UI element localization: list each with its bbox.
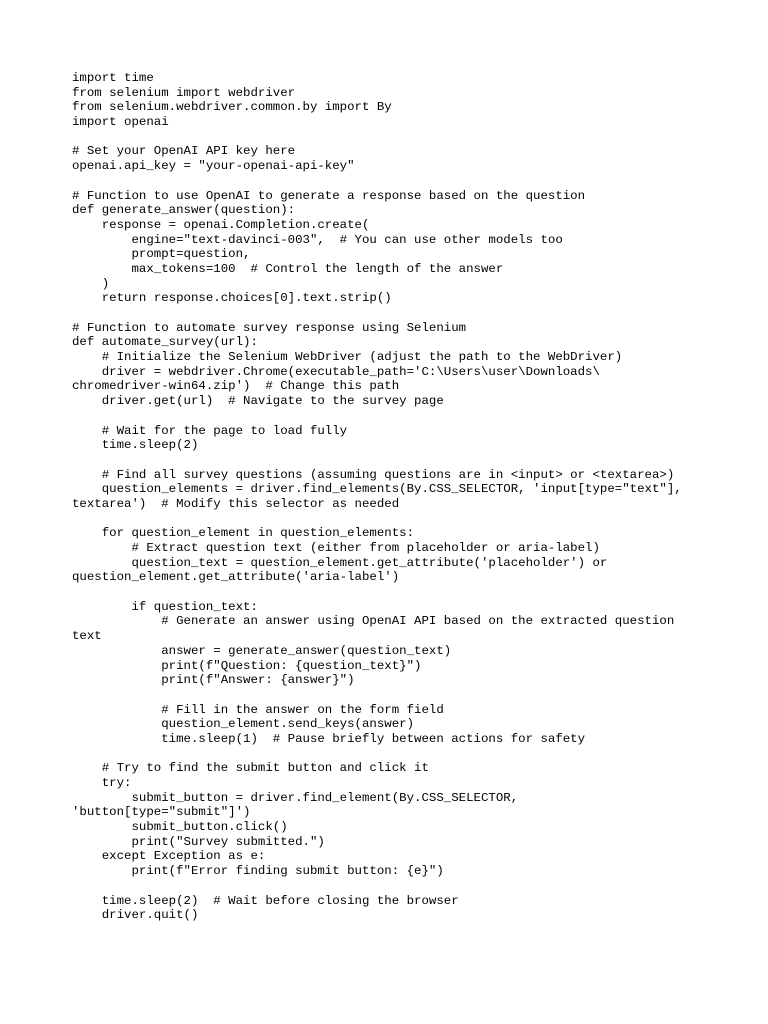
- code-line: # Function to use OpenAI to generate a response based on the question: [72, 188, 586, 203]
- code-line: question_element.get_attribute('aria-label'): [72, 570, 400, 585]
- code-line: for question_element in question_elements:: [72, 526, 415, 541]
- code-line: [72, 453, 762, 468]
- code-line: if question_text:: [72, 599, 258, 614]
- code-line: # Initialize the Selenium WebDriver (adjust the path to the WebDriver): [72, 350, 623, 365]
- code-line: submit_button = driver.find_element(By.CSS_SELECTOR,: [72, 790, 519, 805]
- code-line: [72, 306, 762, 321]
- code-line: driver.quit(): [72, 908, 199, 923]
- code-line: def automate_survey(url):: [72, 335, 258, 350]
- code-line: import openai: [72, 115, 169, 130]
- code-line: engine="text-davinci-003", # You can use other models too: [72, 232, 563, 247]
- code-line: print(f"Error finding submit button: {e}"): [72, 864, 444, 879]
- code-line: [72, 130, 762, 145]
- code-line: # Set your OpenAI API key here: [72, 144, 296, 159]
- code-line: [72, 688, 762, 703]
- code-line: submit_button.click(): [72, 820, 288, 835]
- code-line: [72, 409, 762, 424]
- code-line: # Try to find the submit button and click it: [72, 761, 429, 776]
- code-line: [72, 585, 762, 600]
- code-block: [72, 71, 762, 923]
- code-line: print(f"Question: {question_text}"): [72, 658, 422, 673]
- code-line: time.sleep(2) # Wait before closing the browser: [72, 893, 459, 908]
- code-line: try:: [72, 776, 132, 790]
- code-line: response = openai.Completion.create(: [72, 217, 370, 232]
- code-line: [72, 174, 762, 189]
- code-line: 'button[type="submit"]'): [72, 805, 251, 820]
- code-line: question_element.send_keys(answer): [72, 717, 415, 732]
- code-line: # Fill in the answer on the form field: [72, 702, 444, 717]
- code-line: print("Survey submitted."): [72, 834, 325, 849]
- code-line: text: [72, 629, 102, 644]
- code-line: answer = generate_answer(question_text): [72, 643, 452, 658]
- code-line: # Extract question text (either from placeholder or aria-label): [72, 541, 600, 555]
- code-line: except Exception as e:: [72, 849, 266, 864]
- code-line: max_tokens=100 # Control the length of the answer: [72, 261, 504, 276]
- code-line: from selenium.webdriver.common.by import By: [72, 100, 392, 115]
- code-line: driver.get(url) # Navigate to the survey page: [72, 394, 444, 409]
- code-line: prompt=question,: [72, 247, 251, 262]
- code-line: # Function to automate survey response using Selenium: [72, 320, 467, 335]
- code-line: [72, 747, 762, 762]
- code-line: return response.choices[0].text.strip(): [72, 291, 392, 306]
- code-line: textarea') # Modify this selector as needed: [72, 496, 400, 511]
- code-line: from selenium import webdriver: [72, 85, 296, 100]
- code-line: [72, 879, 762, 894]
- code-line: # Generate an answer using OpenAI API based on the extracted question: [72, 614, 675, 629]
- code-line: # Wait for the page to load fully: [72, 423, 348, 438]
- code-line: ): [72, 276, 110, 291]
- code-line: chromedriver-win64.zip') # Change this path: [72, 379, 400, 394]
- code-line: # Find all survey questions (assuming questions are in <input> or <textarea>): [72, 467, 675, 482]
- code-line: print(f"Answer: {answer}"): [72, 673, 355, 688]
- code-line: openai.api_key = "your-openai-api-key": [72, 159, 355, 174]
- code-line: time.sleep(2): [72, 438, 199, 453]
- code-line: time.sleep(1) # Pause briefly between actions for safety: [72, 731, 586, 746]
- code-line: def generate_answer(question):: [72, 203, 296, 218]
- code-line: driver = webdriver.Chrome(executable_path='C:\Users\user\Downloads\: [72, 364, 600, 379]
- code-line: question_elements = driver.find_elements(By.CSS_SELECTOR, 'input[type="text"],: [72, 482, 682, 497]
- code-line: question_text = question_element.get_attribute('placeholder') or: [72, 555, 608, 570]
- code-line: [72, 512, 762, 527]
- code-line: import time: [72, 71, 154, 85]
